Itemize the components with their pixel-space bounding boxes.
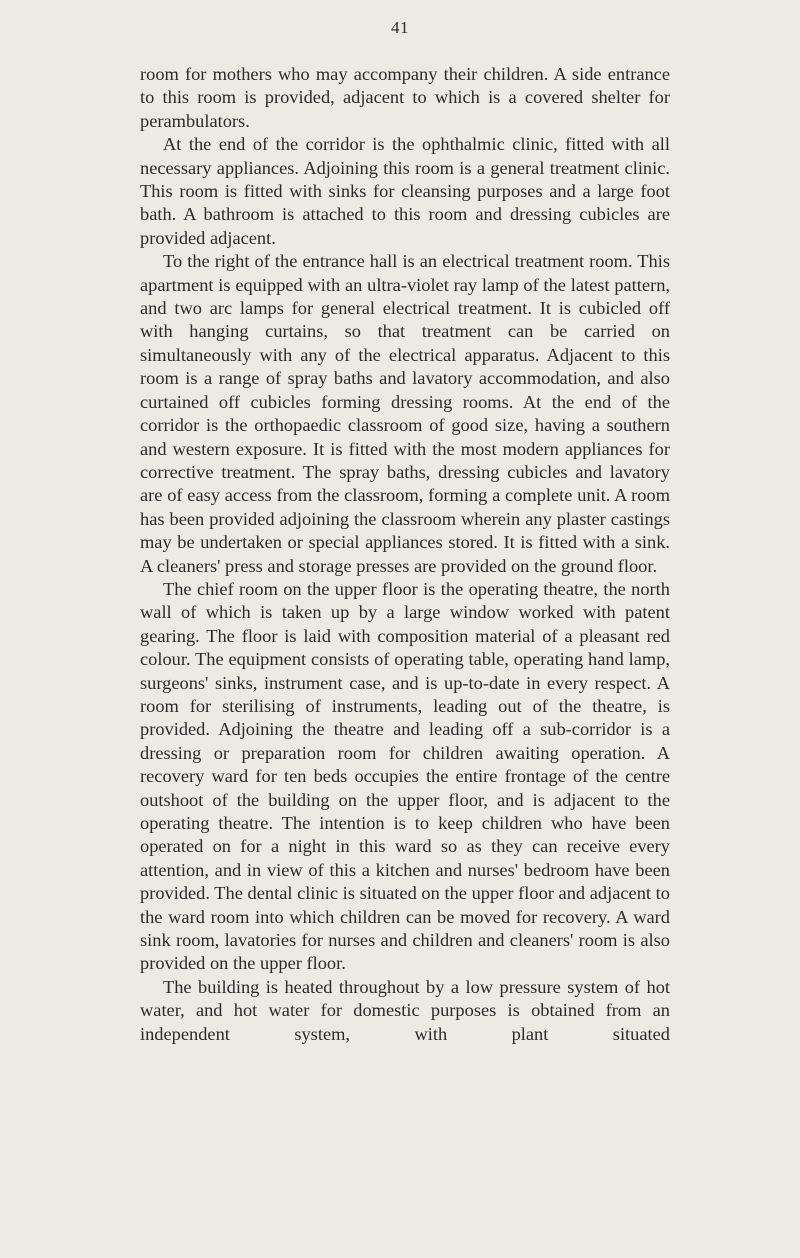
page-number: 41 bbox=[391, 18, 409, 37]
body-text bbox=[140, 63, 670, 1046]
paragraph: At the end of the corridor is the ophthalmic clinic, fitted with all necessary appliances. Adjoining this room is a general treatment clinic. This room is fitted with sinks for cleansing purposes and a large foot bath. A bathroom is attached to this room and dressing cubicles are provided adjacent. bbox=[140, 134, 670, 248]
paragraph: room for mothers who may accompany their children. A side entrance to this room is provided, adjacent to which is a covered shelter for perambulators. bbox=[140, 64, 670, 131]
paragraph: The building is heated throughout by a low pressure system of hot water, and hot water for domestic purposes is obtained from an independent system, with plant situated bbox=[140, 976, 670, 1044]
paragraph: The chief room on the upper floor is the operating theatre, the north wall of which is taken up by a large window worked with patent gearing. The floor is laid with composition material of a pleasant red colour. The equipment consists of operating table, operating hand lamp, surgeons' sinks, instrument case, and is up-to-date in every respect. A room for sterilising of instruments, leading out of the theatre, is provided. Adjoining the theatre and leading off a sub-corridor is a dressing or preparation room for children awaiting operation. A recovery ward for ten beds occupies the entire frontage of the centre outshoot of the building on the upper floor, and is adjacent to the operating theatre. The intention is to keep children who have been operated on for a night in this ward so as they can receive every attention, and in view of this a kitchen and nurses' bedroom have been provided. The dental clinic is situated on the upper floor and adjacent to the ward room into which children can be moved for recovery. A ward sink room, lavatories for nurses and children and cleaners' room is also provided on the upper floor. bbox=[140, 578, 670, 974]
paragraph: To the right of the entrance hall is an electrical treatment room. This apartment is equipped with an ultra-violet ray lamp of the latest pattern, and two arc lamps for general electrical treatment. It is cubicled off with hanging curtains, so that treatment can be carried on simultaneously with any of the electrical apparatus. Adjacent to this room is a range of spray baths and lavatory accommodation, and also curtained off cubicles forming dressing rooms. At the end of the corridor is the orthopaedic classroom of good size, having a southern and western exposure. It is fitted with the most modern appliances for corrective treatment. The spray baths, dressing cubicles and lavatory are of easy access from the classroom, forming a complete unit. A room has been provided adjoining the classroom wherein any plaster castings may be undertaken or special appliances stored. It is fitted with a sink. A cleaners' press and storage presses are provided on the ground floor. bbox=[140, 251, 670, 576]
